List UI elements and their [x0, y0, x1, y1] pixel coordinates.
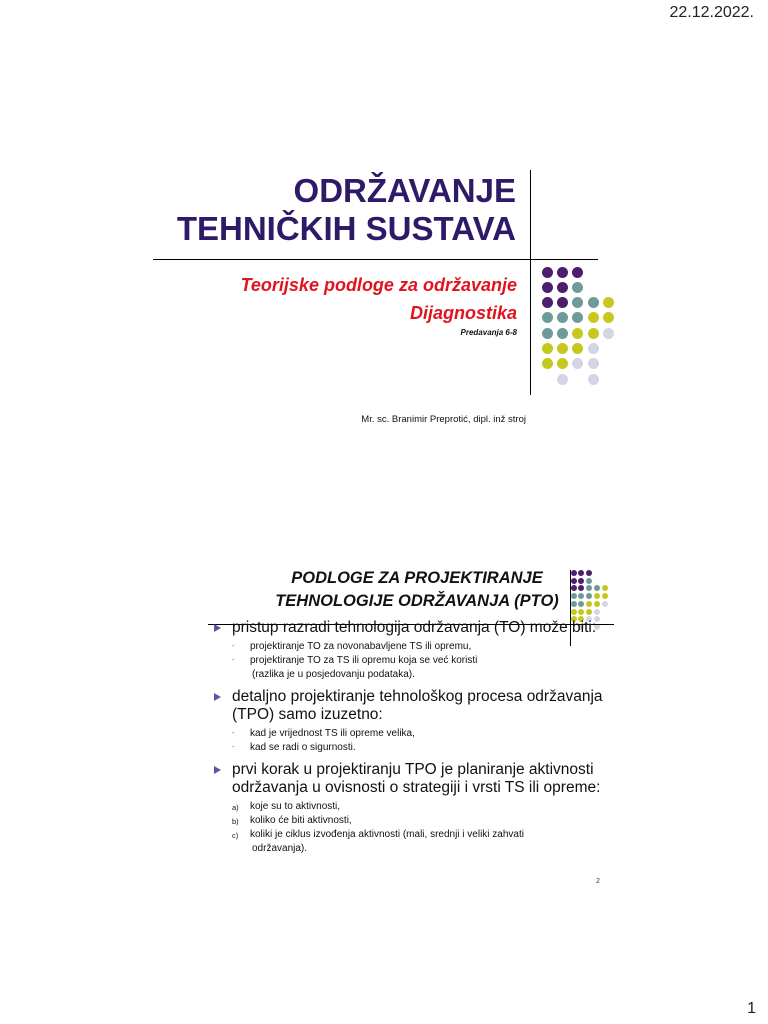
sub-text: koliko će biti aktivnosti, [250, 815, 352, 826]
sub-text: koliki je ciklus izvođenja aktivnosti (mali, srednji i veliki zahvati [250, 829, 524, 840]
lecture-note: Predavanja 6-8 [460, 328, 517, 337]
decorative-dot [588, 312, 599, 323]
decorative-dot [588, 343, 599, 354]
divider-horizontal [153, 259, 598, 260]
arrow-bullet-icon [214, 693, 221, 701]
sub-text: projektiranje TO za TS ili opremu koja se već koristi [250, 655, 478, 666]
decorative-dot [557, 358, 568, 369]
bullet-item [214, 619, 634, 637]
title-line-2: TEHNOLOGIJE ODRŽAVANJA (PTO) [275, 592, 559, 610]
decorative-dot [602, 585, 608, 591]
sub-marker: b) [232, 817, 239, 826]
slide-title [120, 172, 516, 248]
sub-list [214, 640, 634, 682]
sub-item [214, 741, 634, 755]
decorative-dot [588, 328, 599, 339]
sub-item [214, 814, 634, 828]
subtitle-line-1: Teorijske podloge za održavanje [240, 275, 517, 295]
sub-list [214, 727, 634, 755]
slide-title [250, 567, 584, 613]
print-date: 22.12.2022. [669, 4, 754, 21]
decorative-dot [603, 312, 614, 323]
decorative-dot [557, 343, 568, 354]
decorative-dot [572, 328, 583, 339]
title-line-1: PODLOGE ZA PROJEKTIRANJE [291, 569, 543, 587]
sub-list [214, 800, 634, 856]
decorative-dot [588, 358, 599, 369]
sub-text-continuation: održavanja). [252, 843, 308, 854]
sub-marker: c) [232, 831, 239, 840]
decorative-dot [603, 328, 614, 339]
bullet-list [214, 619, 634, 862]
sub-item [214, 640, 634, 654]
bullet-text: pristup razradi tehnologija održavanja (TO) može biti: [232, 619, 597, 636]
title-line-1: ODRŽAVANJE [293, 172, 516, 209]
decorative-dot [557, 328, 568, 339]
decorative-dot [542, 328, 553, 339]
sub-text: koje su to aktivnosti, [250, 801, 341, 812]
decorative-dot [557, 297, 568, 308]
decorative-dot [572, 343, 583, 354]
decorative-dot [542, 267, 553, 278]
sub-text: kad je vrijednost TS ili opreme velika, [250, 728, 415, 739]
decorative-dot [542, 297, 553, 308]
decorative-dot [594, 585, 600, 591]
decorative-dot [602, 601, 608, 607]
sub-item [214, 828, 634, 856]
bullet-text: prvi korak u projektiranju TPO je planiranje aktivnosti održavanja u ovisnosti o strategiji i vrsti TS ili opreme: [232, 761, 601, 796]
sub-marker: a) [232, 803, 239, 812]
sub-marker: - [232, 657, 235, 664]
decorative-dot [557, 374, 568, 385]
decorative-dot [572, 312, 583, 323]
sub-marker: - [232, 744, 235, 751]
decorative-dot [572, 282, 583, 293]
divider-vertical [530, 170, 531, 395]
decorative-dot [588, 297, 599, 308]
decorative-dot [594, 601, 600, 607]
bullet-text: detaljno projektiranje tehnološkog procesa održavanja (TPO) samo izuzetno: [232, 688, 603, 723]
decorative-dot [602, 593, 608, 599]
decorative-dot [557, 282, 568, 293]
title-line-2: TEHNIČKIH SUSTAVA [176, 210, 516, 247]
decorative-dot [586, 578, 592, 584]
decorative-dot [572, 358, 583, 369]
decorative-dot [588, 374, 599, 385]
decorative-dot [542, 358, 553, 369]
arrow-bullet-icon [214, 766, 221, 774]
decorative-dot [542, 343, 553, 354]
decorative-dot [586, 585, 592, 591]
decorative-dot [572, 267, 583, 278]
page-number: 1 [747, 1000, 756, 1017]
bullet-item [214, 688, 634, 724]
sub-text: projektiranje TO za novonabavljene TS ili opremu, [250, 641, 472, 652]
sub-text: kad se radi o sigurnosti. [250, 742, 356, 753]
decorative-dot [557, 312, 568, 323]
decorative-dot [586, 609, 592, 615]
sub-item [214, 800, 634, 814]
decorative-dot [542, 312, 553, 323]
decorative-dot [557, 267, 568, 278]
author-line: Mr. sc. Branimir Preprotić, dipl. inž stroj [361, 414, 526, 425]
arrow-bullet-icon [214, 624, 221, 632]
decorative-dot [586, 570, 592, 576]
bullet-item [214, 761, 634, 797]
decorative-dot [572, 297, 583, 308]
sub-text-continuation: (razlika je u posjedovanju podataka). [252, 669, 415, 680]
slide-page-number: 2 [596, 878, 600, 885]
decorative-dot [586, 601, 592, 607]
subtitle-line-2: Dijagnostika [409, 303, 517, 323]
decorative-dot [542, 282, 553, 293]
sub-marker: - [232, 730, 235, 737]
decorative-dot [594, 593, 600, 599]
sub-marker: - [232, 643, 235, 650]
decorative-dot [594, 609, 600, 615]
sub-item [214, 654, 634, 682]
decorative-dot [586, 593, 592, 599]
decorative-dot [603, 297, 614, 308]
sub-item [214, 727, 634, 741]
